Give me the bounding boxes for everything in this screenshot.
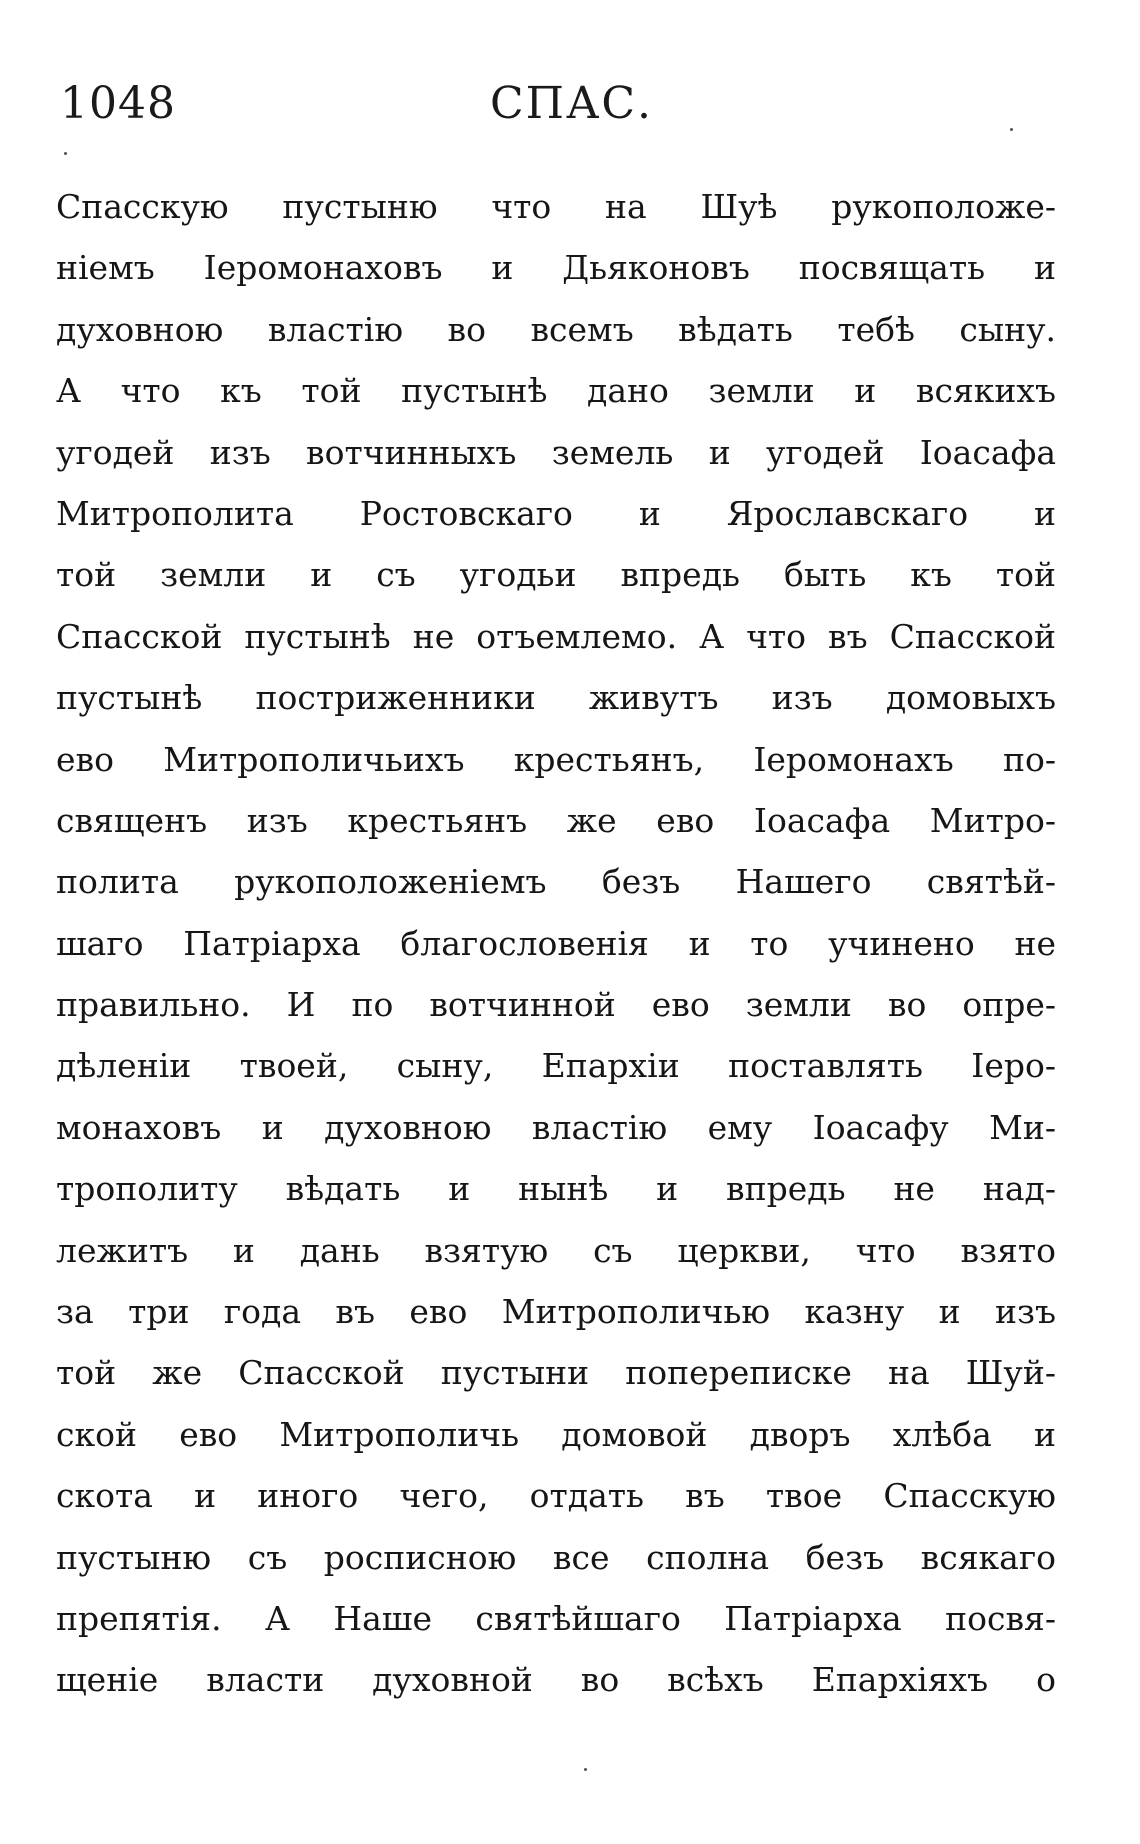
text-line: за три года въ ево Митрополичью казну и изъ	[56, 1292, 1056, 1332]
text-line: трополиту вѣдать и нынѣ и впредь не над-	[56, 1169, 1056, 1209]
text-line: лежитъ и дань взятую съ церкви, что взято	[56, 1230, 1056, 1270]
text-line: Митрополита Ростовскаго и Ярославскаго и	[56, 493, 1056, 533]
text-line: скота и иного чего, отдать въ твое Спасскую	[56, 1476, 1056, 1516]
text-line: шаго Патріарха благословенія и то учинено не	[56, 923, 1056, 963]
paper-speck	[64, 152, 67, 155]
page-number: 1048	[60, 78, 176, 129]
text-line: полита рукоположеніемъ безъ Нашего святѣй-	[56, 862, 1056, 902]
page-header	[60, 78, 1070, 158]
text-line: ево Митрополичьихъ крестьянъ, Іеромонахъ по-	[56, 739, 1056, 779]
text-line: щеніе власти духовной во всѣхъ Епархіяхъ о	[56, 1660, 1056, 1700]
text-line: дѣленіи твоей, сыну, Епархіи поставлять Іеро-	[56, 1046, 1056, 1086]
paper-speck	[1010, 128, 1013, 131]
text-line: ніемъ Іеромонаховъ и Дьяконовъ посвящать и	[56, 248, 1056, 288]
text-line: Спасскую пустыню что на Шуѣ рукоположе-	[56, 187, 1056, 226]
running-head: СПАС.	[490, 78, 654, 129]
text-line: правильно. И по вотчинной ево земли во опре-	[56, 985, 1056, 1025]
text-line: А что къ той пустынѣ дано земли и всякихъ	[56, 371, 1056, 411]
paper-speck	[584, 1768, 587, 1771]
text-line: пустыню съ росписною все сполна безъ всякаго	[56, 1537, 1056, 1577]
text-line: той же Спасской пустыни попереписке на Шуй-	[56, 1353, 1056, 1393]
text-line: пустынѣ постриженники живутъ изъ домовыхъ	[56, 678, 1056, 718]
text-line: священъ изъ крестьянъ же ево Іоасафа Митро-	[56, 800, 1056, 840]
text-line: монаховъ и духовною властію ему Іоасафу Ми-	[56, 1107, 1056, 1147]
text-line: Спасской пустынѣ не отъемлемо. А что въ Спасской	[56, 616, 1056, 656]
text-line: духовною властію во всемъ вѣдать тебѣ сыну.	[56, 309, 1056, 349]
text-line: угодей изъ вотчинныхъ земель и угодей Іоасафа	[56, 432, 1056, 472]
text-line: ской ево Митрополичь домовой дворъ хлѣба и	[56, 1414, 1056, 1454]
text-line: той земли и съ угодьи впредь быть къ той	[56, 555, 1056, 595]
body-text	[56, 176, 1056, 1711]
text-line: препятія. А Наше святѣйшаго Патріарха посвя-	[56, 1598, 1056, 1638]
